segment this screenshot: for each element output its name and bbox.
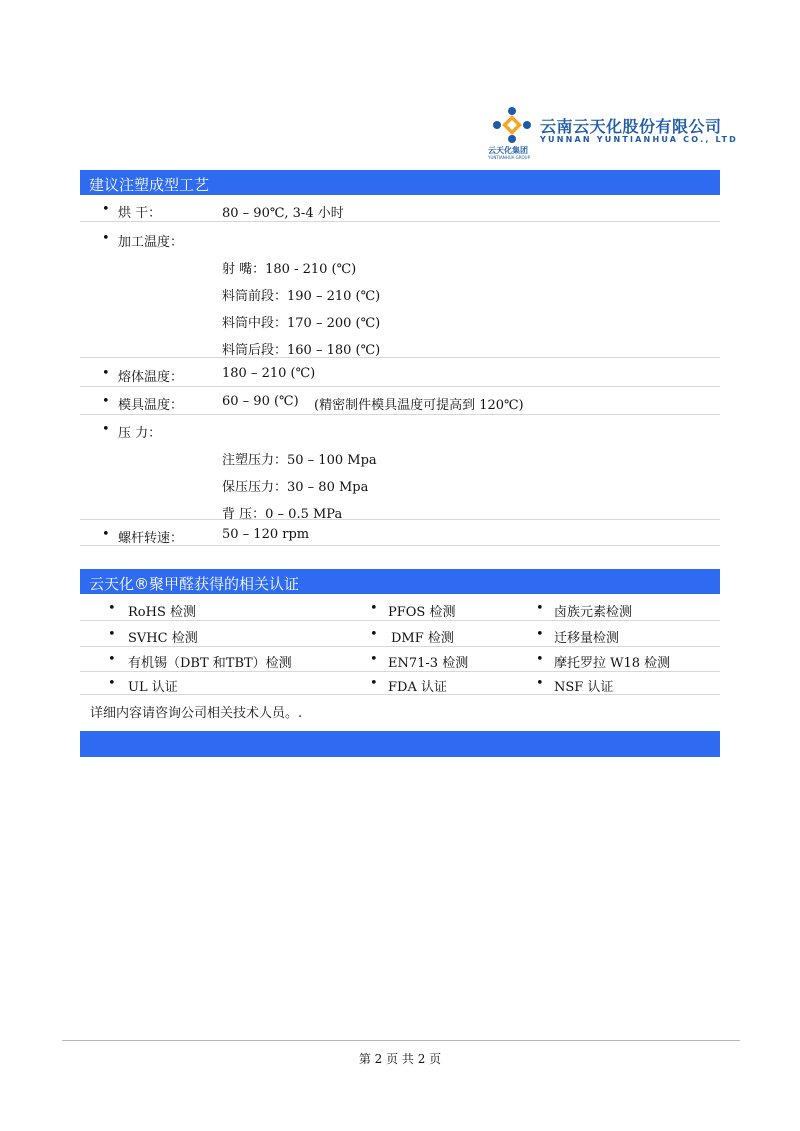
cert-row bbox=[80, 621, 720, 647]
pressure-line: 背 压：0 – 0.5 MPa bbox=[222, 507, 343, 522]
company-name-cn: 云南云天化股份有限公司 bbox=[540, 117, 722, 136]
cert-item: NSF 认证 bbox=[554, 680, 614, 695]
cert-item: 摩托罗拉 W18 检测 bbox=[554, 656, 671, 671]
section-header-certs bbox=[80, 569, 720, 594]
bullet: • bbox=[102, 202, 110, 217]
section-title: 云天化®聚甲醛获得的相关认证 bbox=[89, 575, 300, 593]
temp-line: 料筒前段：190 – 210 (℃) bbox=[222, 289, 381, 304]
pressure-line: 注塑压力：50 – 100 Mpa bbox=[222, 453, 377, 468]
company-name-en: YUNNAN YUNTIANHUA CO., LTD bbox=[540, 135, 739, 144]
cert-item: EN71-3 检测 bbox=[388, 656, 469, 671]
bullet: • bbox=[536, 627, 544, 642]
row-value: 80 – 90℃, 3-4 小时 bbox=[222, 206, 344, 221]
bullet: • bbox=[102, 231, 110, 246]
bullet: • bbox=[108, 652, 116, 667]
cert-item: UL 认证 bbox=[128, 680, 178, 695]
footer-divider bbox=[62, 1040, 740, 1041]
cert-row bbox=[80, 595, 720, 621]
logo-text: 云天化集团 bbox=[488, 146, 528, 155]
row-label: 螺杆转速： bbox=[118, 531, 184, 546]
row-label: 熔体温度： bbox=[118, 370, 184, 385]
row-label: 烘 干： bbox=[118, 206, 162, 221]
row-value: 50 – 120 rpm bbox=[222, 527, 310, 542]
process-row-screw bbox=[80, 520, 720, 546]
process-row-melt bbox=[80, 358, 720, 387]
cert-item: 有机锡（DBT 和TBT）检测 bbox=[128, 656, 292, 671]
cert-item: 卤族元素检测 bbox=[554, 605, 633, 620]
company-logo bbox=[488, 104, 739, 160]
cert-item: PFOS 检测 bbox=[388, 605, 456, 620]
cert-item: DMF 检测 bbox=[391, 631, 454, 646]
bullet: • bbox=[108, 627, 116, 642]
bullet: • bbox=[108, 676, 116, 691]
bullet: • bbox=[536, 652, 544, 667]
section-title: 建议注塑成型工艺 bbox=[89, 176, 210, 194]
footnote: 详细内容请咨询公司相关技术人员。. bbox=[90, 706, 303, 721]
bullet: • bbox=[536, 676, 544, 691]
row-note: (精密制件模具温度可提高到 120℃) bbox=[314, 398, 524, 413]
process-row-temps bbox=[80, 222, 720, 358]
bullet: • bbox=[370, 627, 378, 642]
bullet: • bbox=[102, 394, 110, 409]
section-header-molding bbox=[80, 170, 720, 195]
bullet: • bbox=[536, 601, 544, 616]
cert-row bbox=[80, 672, 720, 695]
bullet: • bbox=[102, 527, 110, 542]
logo-text-en: YUNTIANHUA GROUP bbox=[488, 155, 531, 160]
row-label: 加工温度： bbox=[118, 235, 184, 250]
temp-line: 射 嘴：180 - 210 (℃) bbox=[222, 262, 357, 277]
bullet: • bbox=[102, 366, 110, 381]
logo-mark-icon bbox=[492, 106, 532, 144]
cert-item: 迁移量检测 bbox=[554, 631, 620, 646]
row-label: 模具温度： bbox=[118, 398, 184, 413]
bullet: • bbox=[102, 422, 110, 437]
bullet: • bbox=[370, 676, 378, 691]
temp-line: 料筒中段：170 – 200 (℃) bbox=[222, 316, 381, 331]
page-number: 第 2 页 共 2 页 bbox=[358, 1052, 442, 1066]
cert-item: RoHS 检测 bbox=[128, 605, 196, 620]
bullet: • bbox=[370, 652, 378, 667]
pressure-line: 保压压力：30 – 80 Mpa bbox=[222, 480, 369, 495]
bullet: • bbox=[108, 601, 116, 616]
row-label: 压 力： bbox=[118, 426, 162, 441]
process-row-pressure bbox=[80, 415, 720, 520]
process-row-mold bbox=[80, 387, 720, 415]
process-row-drying bbox=[80, 196, 720, 222]
bullet: • bbox=[370, 601, 378, 616]
bottom-bar bbox=[80, 731, 720, 757]
row-value: 60 – 90 (℃) bbox=[222, 394, 299, 409]
cert-item: SVHC 检测 bbox=[128, 631, 198, 646]
temp-line: 料筒后段：160 – 180 (℃) bbox=[222, 343, 381, 358]
row-value: 180 – 210 (℃) bbox=[222, 366, 316, 381]
cert-row bbox=[80, 647, 720, 672]
cert-item: FDA 认证 bbox=[388, 680, 447, 695]
